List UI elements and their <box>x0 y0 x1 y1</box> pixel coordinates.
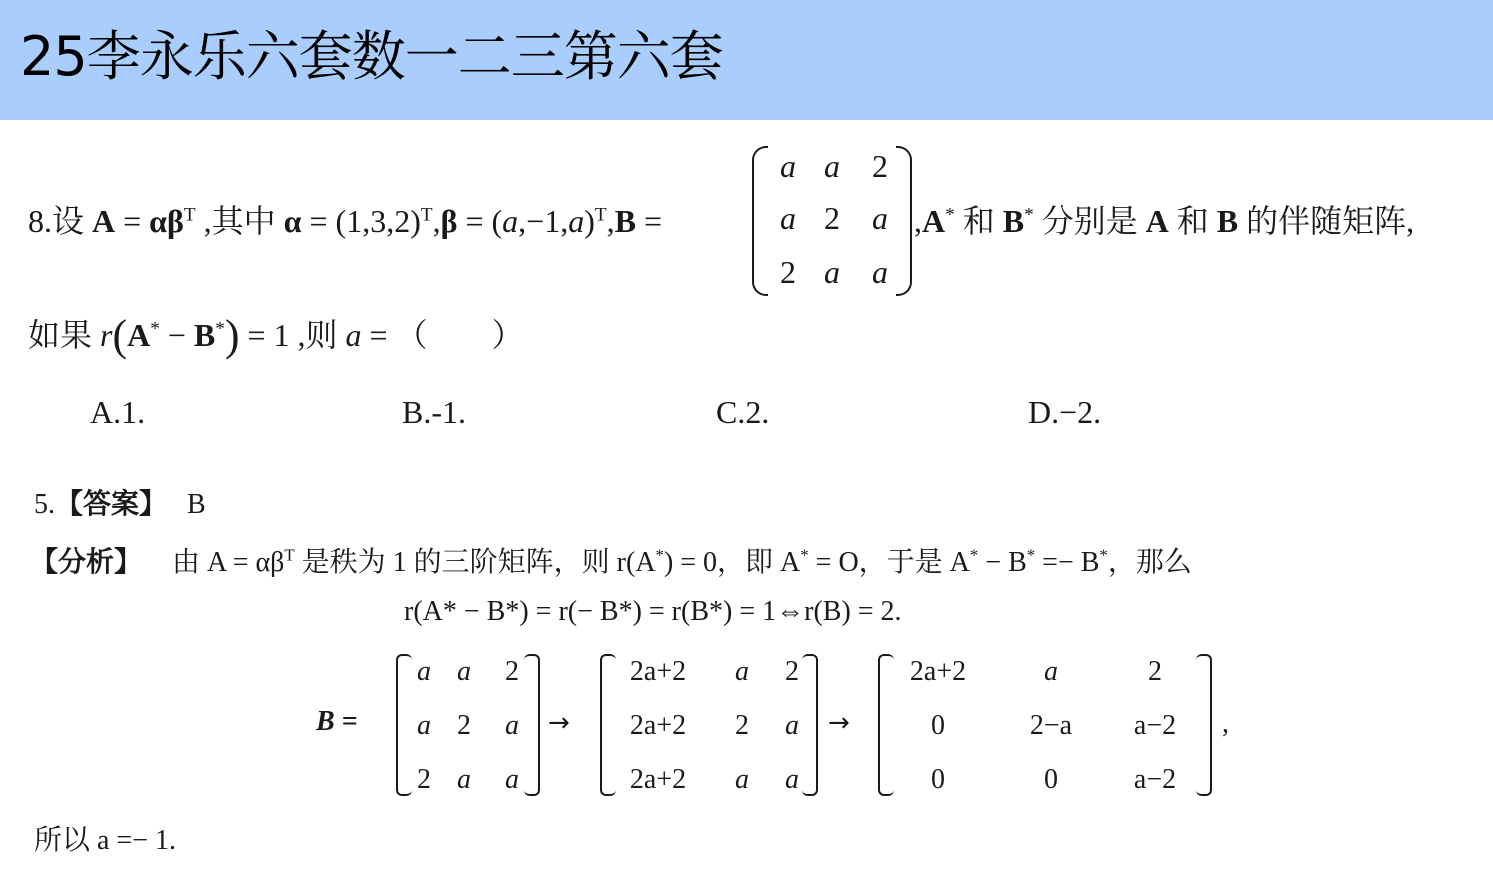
option-c[interactable]: C.2. <box>716 394 770 430</box>
option-b[interactable]: B.-1. <box>402 394 466 430</box>
adjugate-star: * <box>800 545 809 565</box>
analysis-text: 由 A = αβ <box>172 547 285 578</box>
answer-line <box>34 482 206 522</box>
var-a: a <box>568 203 585 239</box>
adjugate-star: * <box>655 545 664 565</box>
matrix-cell: a <box>872 254 888 290</box>
symbol-B: B <box>1002 203 1025 239</box>
symbol-A: A <box>1145 203 1169 239</box>
option-a[interactable]: A.1. <box>90 394 146 430</box>
solution-number: 5. <box>34 489 55 520</box>
analysis-line <box>30 540 1192 580</box>
matrix-cell: a <box>785 764 799 795</box>
question-number: 8.设 <box>28 203 93 239</box>
adjugate-star: * <box>1024 204 1034 226</box>
matrix-cell: a <box>872 200 888 236</box>
question-text: 的伴随矩阵, <box>1238 203 1415 239</box>
conclusion: 所以 a =− 1. <box>34 825 177 856</box>
question-line-1-tail <box>914 196 1414 242</box>
matrix-cell: a <box>417 710 431 741</box>
matrix-cell: a−2 <box>1133 710 1177 741</box>
page-title: 25李永乐六套数一二三第六套 <box>20 25 723 88</box>
solution-matrix-3 <box>878 654 1212 796</box>
question-text: 分别是 <box>1033 203 1146 239</box>
analysis-text: ，那么 <box>1107 547 1192 578</box>
rank-equation: r(A* − B*) = r(− B*) = r(B*) = 1⇔r(B) = 2. <box>404 596 902 627</box>
question-matrix <box>752 146 912 296</box>
equals: = <box>635 203 662 239</box>
adjugate-star: * <box>1026 545 1036 565</box>
symbol-B: B <box>193 317 216 353</box>
matrix-cell: a <box>780 148 796 184</box>
matrix-cell: 2 <box>505 656 519 687</box>
matrix-cell: 2 <box>872 148 888 184</box>
beta-value-post: ) <box>584 203 595 239</box>
matrix-cell: a <box>505 710 519 741</box>
big-left-paren: ( <box>112 311 128 360</box>
question-text: 如果 <box>28 317 101 353</box>
matrix-B-label: B = <box>316 706 358 737</box>
beta-value-mid: ,−1, <box>518 203 569 239</box>
question-line-2 <box>28 310 524 361</box>
question-text: ,其中 <box>195 203 284 239</box>
matrix-cell: a <box>785 710 799 741</box>
answer-value: B <box>187 489 206 520</box>
matrix-cell: 0 <box>1044 764 1058 795</box>
question-text: 和 <box>954 203 1003 239</box>
question-text: = 1 ,则 <box>239 317 346 353</box>
var-a: a <box>502 203 519 239</box>
symbol-alpha: α <box>283 203 302 239</box>
analysis-text: = O，于是 A <box>808 547 970 578</box>
question-text: 和 <box>1168 203 1217 239</box>
matrix-cell: 2 <box>824 200 840 236</box>
matrix-cell: 2 <box>417 764 431 795</box>
option-d[interactable]: D.−2. <box>1028 394 1102 430</box>
answer-blank: = （ ） <box>361 317 524 353</box>
symbol-B: B <box>1216 203 1239 239</box>
transpose-sup: T <box>420 204 433 226</box>
matrix-cell: 2 <box>785 656 799 687</box>
analysis-tag: 【分析】 <box>30 545 143 578</box>
analysis-text: ) = 0，即 A <box>663 547 801 578</box>
symbol-A: A <box>127 317 151 353</box>
matrix-cell: 2a+2 <box>629 764 687 795</box>
var-a: a <box>345 317 362 353</box>
big-right-paren: ) <box>224 311 240 360</box>
transpose-sup: T <box>594 204 607 226</box>
matrix-cell: 2 <box>1148 656 1162 687</box>
matrix-cell: a <box>735 656 749 687</box>
symbol-alpha-beta: αβ <box>149 203 184 239</box>
matrix-cell: 2 <box>457 710 471 741</box>
equals: = <box>115 203 150 239</box>
matrix-cell: 2a+2 <box>909 656 967 687</box>
transpose-sup: T <box>183 204 196 226</box>
analysis-text: =− B <box>1035 547 1100 578</box>
row-op-arrow-icon: → <box>828 708 850 738</box>
adjugate-star: * <box>215 318 225 340</box>
minus: − <box>159 317 194 353</box>
comma: , <box>914 203 922 239</box>
matrix-cell: a <box>824 254 840 290</box>
symbol-A: A <box>92 203 116 239</box>
adjugate-star: * <box>150 318 160 340</box>
analysis-text: − B <box>978 547 1027 578</box>
row-op-arrow-icon: → <box>548 708 570 738</box>
question-line-1 <box>28 196 662 242</box>
matrix-cell: a <box>417 656 431 687</box>
comma: , <box>432 203 441 239</box>
rank-r: r <box>100 317 113 353</box>
matrix-cell: a−2 <box>1133 764 1177 795</box>
adjugate-star: * <box>1099 545 1108 565</box>
alpha-value: = (1,3,2) <box>301 203 421 239</box>
symbol-B: B <box>614 203 636 239</box>
analysis-text: 是秩为 1 的三阶矩阵，则 r(A <box>294 547 656 578</box>
matrix-cell: 0 <box>931 764 945 795</box>
matrix-cell: a <box>824 148 840 184</box>
matrix-cell: a <box>505 764 519 795</box>
title-banner <box>0 0 1493 120</box>
matrix-cell: a <box>457 656 471 687</box>
symbol-beta: β <box>440 203 458 239</box>
solution-matrix-1 <box>396 654 540 796</box>
matrix-cell: a <box>780 200 796 236</box>
matrix-cell: 2 <box>780 254 796 290</box>
solution-matrix-2 <box>600 654 818 796</box>
beta-value-pre: = ( <box>457 203 503 239</box>
matrix-cell: a <box>1044 656 1058 687</box>
adjugate-star: * <box>945 204 955 226</box>
transpose-sup: T <box>284 545 295 565</box>
adjugate-star: * <box>969 545 979 565</box>
matrix-cell: 2a+2 <box>629 710 687 741</box>
matrix-cell: a <box>457 764 471 795</box>
trailing-comma: , <box>1222 708 1229 739</box>
comma: , <box>606 203 615 239</box>
matrix-cell: 2−a <box>1029 710 1073 741</box>
matrix-cell: 2 <box>735 710 749 741</box>
symbol-A: A <box>922 203 946 239</box>
answer-tag: 【答案】 <box>55 487 168 520</box>
matrix-cell: 2a+2 <box>629 656 687 687</box>
matrix-cell: a <box>735 764 749 795</box>
matrix-cell: 0 <box>931 710 945 741</box>
